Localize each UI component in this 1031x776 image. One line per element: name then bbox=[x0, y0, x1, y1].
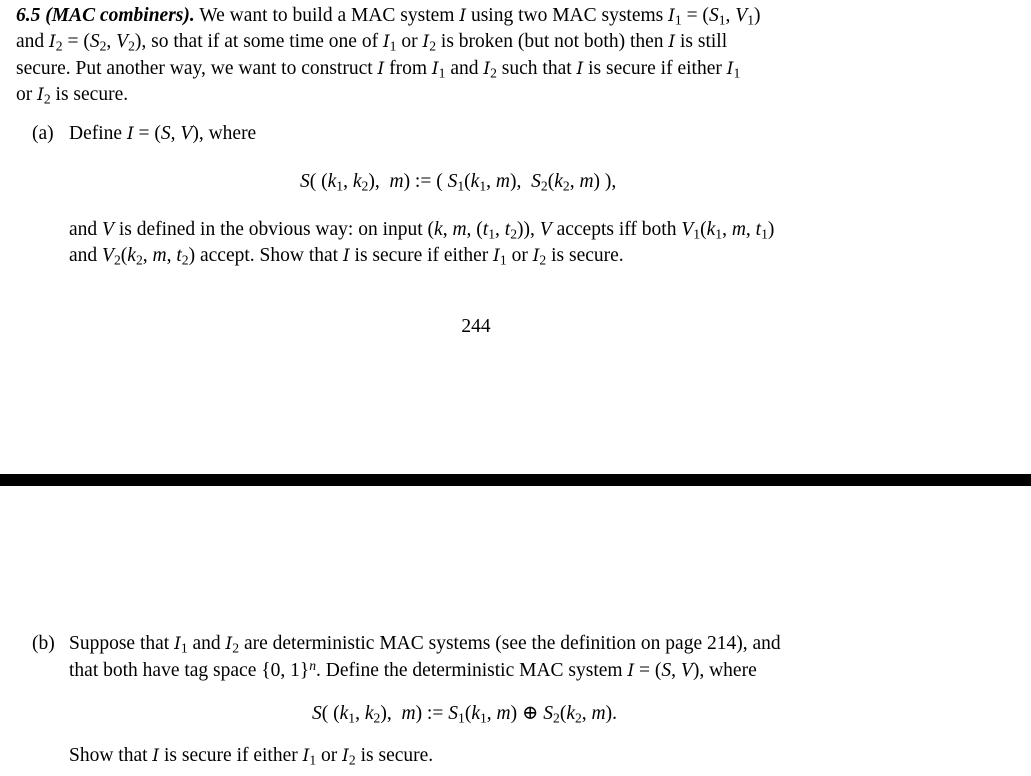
part-a-label: (a) bbox=[32, 123, 54, 144]
part-b-conclusion: Show that I is secure if either $I_1$ or $I_2$ is secure. bbox=[69, 745, 434, 768]
part-a-line-2: and $V_2(k_2$, m, $t_2$) accept. Show that I is secure if either $I_1$ or $I_2$ is secure. bbox=[69, 245, 624, 268]
part-a-formula: S( ($k_1$, $k_2$), m) := ( $S_1(k_1$, m), $S_2(k_2$, m) ), bbox=[300, 171, 617, 194]
problem-line-3: secure. Put another way, we want to construct I from $I_1$ and $I_2$ such that I is secure if either $I_1$ bbox=[16, 58, 741, 81]
part-a-define-line: Define I = (S, V), where bbox=[69, 123, 257, 144]
part-b-line-1: Suppose that $I_1$ and $I_2$ are deterministic MAC systems (see the definition on page 214), and bbox=[69, 633, 781, 656]
problem-line-2: and $I_2 = (S_2$, $V_2$), so that if at some time one of $I_1$ or $I_2$ is broken (but not both) then I is still bbox=[16, 31, 728, 54]
page-break-divider bbox=[0, 474, 1031, 486]
part-b-label: (b) bbox=[32, 633, 55, 654]
part-a-line-1: and V is defined in the obvious way: on input (k, m, ($t_1$, $t_2$)), V accepts iff both $V_1(k_1$, m, $t_1$) bbox=[69, 219, 775, 242]
page-number: 244 bbox=[461, 316, 491, 337]
problem-intro-text: We want to build a MAC system bbox=[199, 5, 455, 26]
part-b-formula: S( ($k_1$, $k_2$), m) := $S_1(k_1$, m) ⊕ $S_2(k_2$, m). bbox=[312, 703, 618, 726]
problem-line-4: or $I_2$ is secure. bbox=[16, 84, 129, 107]
problem-line-1: 6.5 (MAC combiners). We want to build a MAC system I using two MAC systems $I_1 = (S_1$, $V_1$) bbox=[16, 5, 761, 28]
part-b-line-2: that both have tag space {0, 1}$^n$. Define the deterministic MAC system I = (S, V), where bbox=[69, 657, 757, 681]
problem-heading: 6.5 (MAC combiners). bbox=[16, 5, 195, 26]
